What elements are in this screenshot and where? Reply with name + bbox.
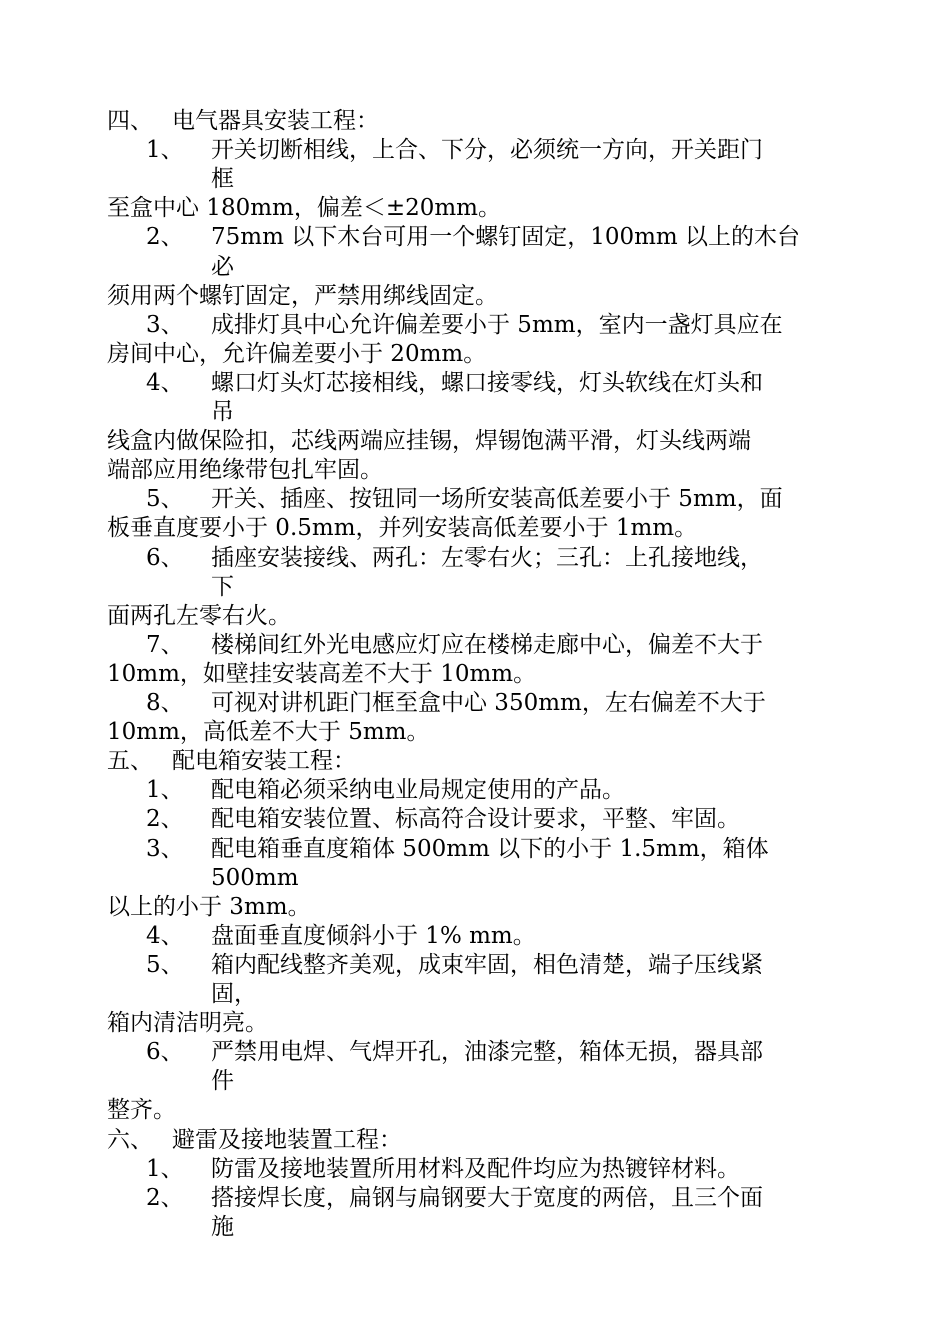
list-item-text: 75mm 以下木台可用一个螺钉固定，100mm 以上的木台 (211, 224, 801, 251)
list-item-number: 5、 (146, 486, 184, 513)
list-item-continuation: 端部应用绝缘带包扎牢固。 (107, 457, 383, 484)
list-item-text: 螺口灯头灯芯接相线，螺口接零线，灯头软线在灯头和 (211, 369, 763, 396)
list-item-text: 严禁用电焊、气焊开孔，油漆完整，箱体无损，器具部 (211, 1039, 763, 1066)
list-item-text: 防雷及接地装置所用材料及配件均应为热镀锌材料。 (211, 1155, 740, 1182)
list-item-text: 施 (211, 1213, 234, 1240)
list-item-text: 下 (211, 573, 234, 600)
list-item-continuation: 房间中心，允许偏差要小于 20mm。 (107, 340, 487, 367)
list-item-text: 开关切断相线，上合、下分，必须统一方向，开关距门 (211, 137, 763, 164)
list-item-number: 7、 (146, 631, 184, 658)
list-item-number: 3、 (146, 835, 184, 862)
list-item-text: 插座安装接线、两孔：左零右火；三孔：上孔接地线， (211, 544, 763, 571)
list-item-number: 2、 (146, 224, 184, 251)
list-item-number: 5、 (146, 951, 184, 978)
list-item-number: 3、 (146, 311, 184, 338)
list-item-text: 必 (211, 253, 234, 280)
list-item-number: 4、 (146, 369, 184, 396)
list-item-number: 6、 (146, 1039, 184, 1066)
list-item-text: 楼梯间红外光电感应灯应在楼梯走廊中心，偏差不大于 (211, 631, 763, 658)
list-item-continuation: 箱内清洁明亮。 (107, 1010, 268, 1037)
list-item-continuation: 10mm，高低差不大于 5mm。 (107, 719, 430, 746)
list-item-text: 配电箱安装位置、标高符合设计要求，平整、牢固。 (211, 806, 740, 833)
section-heading-number: 五、 (107, 748, 153, 775)
list-item-number: 2、 (146, 806, 184, 833)
list-item-continuation: 须用两个螺钉固定，严禁用绑线固定。 (107, 282, 498, 309)
list-item-text: 开关、插座、按钮同一场所安装高低差要小于 5mm，面 (211, 486, 783, 513)
list-item-number: 6、 (146, 544, 184, 571)
section-heading-title: 电气器具安装工程： (172, 108, 379, 134)
list-item-continuation: 线盒内做保险扣，芯线两端应挂锡，焊锡饱满平滑，灯头线两端 (107, 428, 751, 455)
list-item-text: 配电箱必须采纳电业局规定使用的产品。 (211, 777, 625, 804)
list-item-number: 4、 (146, 922, 184, 949)
list-item-continuation: 整齐。 (107, 1097, 176, 1124)
list-item-text: 固， (211, 981, 257, 1007)
section-heading-title: 配电箱安装工程： (172, 748, 356, 775)
list-item-text: 500mm (211, 864, 299, 891)
list-item-number: 1、 (146, 137, 184, 164)
list-item-text: 成排灯具中心允许偏差要小于 5mm，室内一盏灯具应在 (211, 311, 783, 338)
list-item-number: 2、 (146, 1184, 184, 1211)
list-item-text: 件 (211, 1068, 234, 1095)
list-item-continuation: 板垂直度要小于 0.5mm，并列安装高低差要小于 1mm。 (107, 515, 698, 542)
section-heading-number: 六、 (107, 1126, 153, 1153)
list-item-text: 吊 (211, 399, 234, 425)
section-heading-title: 避雷及接地装置工程： (172, 1126, 402, 1153)
list-item-continuation: 至盒中心 180mm，偏差＜±20mm。 (107, 195, 501, 222)
list-item-number: 8、 (146, 690, 184, 716)
section-heading-number: 四、 (107, 108, 153, 134)
list-item-text: 箱内配线整齐美观，成束牢固，相色清楚，端子压线紧 (211, 951, 763, 978)
list-item-continuation: 10mm，如壁挂安装高差不大于 10mm。 (107, 660, 537, 687)
list-item-number: 1、 (146, 1155, 184, 1182)
list-item-text: 框 (211, 166, 234, 193)
list-item-text: 盘面垂直度倾斜小于 1% mm。 (211, 922, 536, 949)
list-item-text: 可视对讲机距门框至盒中心 350mm，左右偏差不大于 (211, 690, 766, 716)
list-item-continuation: 以上的小于 3mm。 (107, 893, 311, 920)
list-item-text: 搭接焊长度，扁钢与扁钢要大于宽度的两倍，且三个面 (211, 1184, 763, 1211)
list-item-continuation: 面两孔左零右火。 (107, 602, 291, 629)
list-item-number: 1、 (146, 777, 184, 804)
list-item-text: 配电箱垂直度箱体 500mm 以下的小于 1.5mm，箱体 (211, 835, 769, 862)
